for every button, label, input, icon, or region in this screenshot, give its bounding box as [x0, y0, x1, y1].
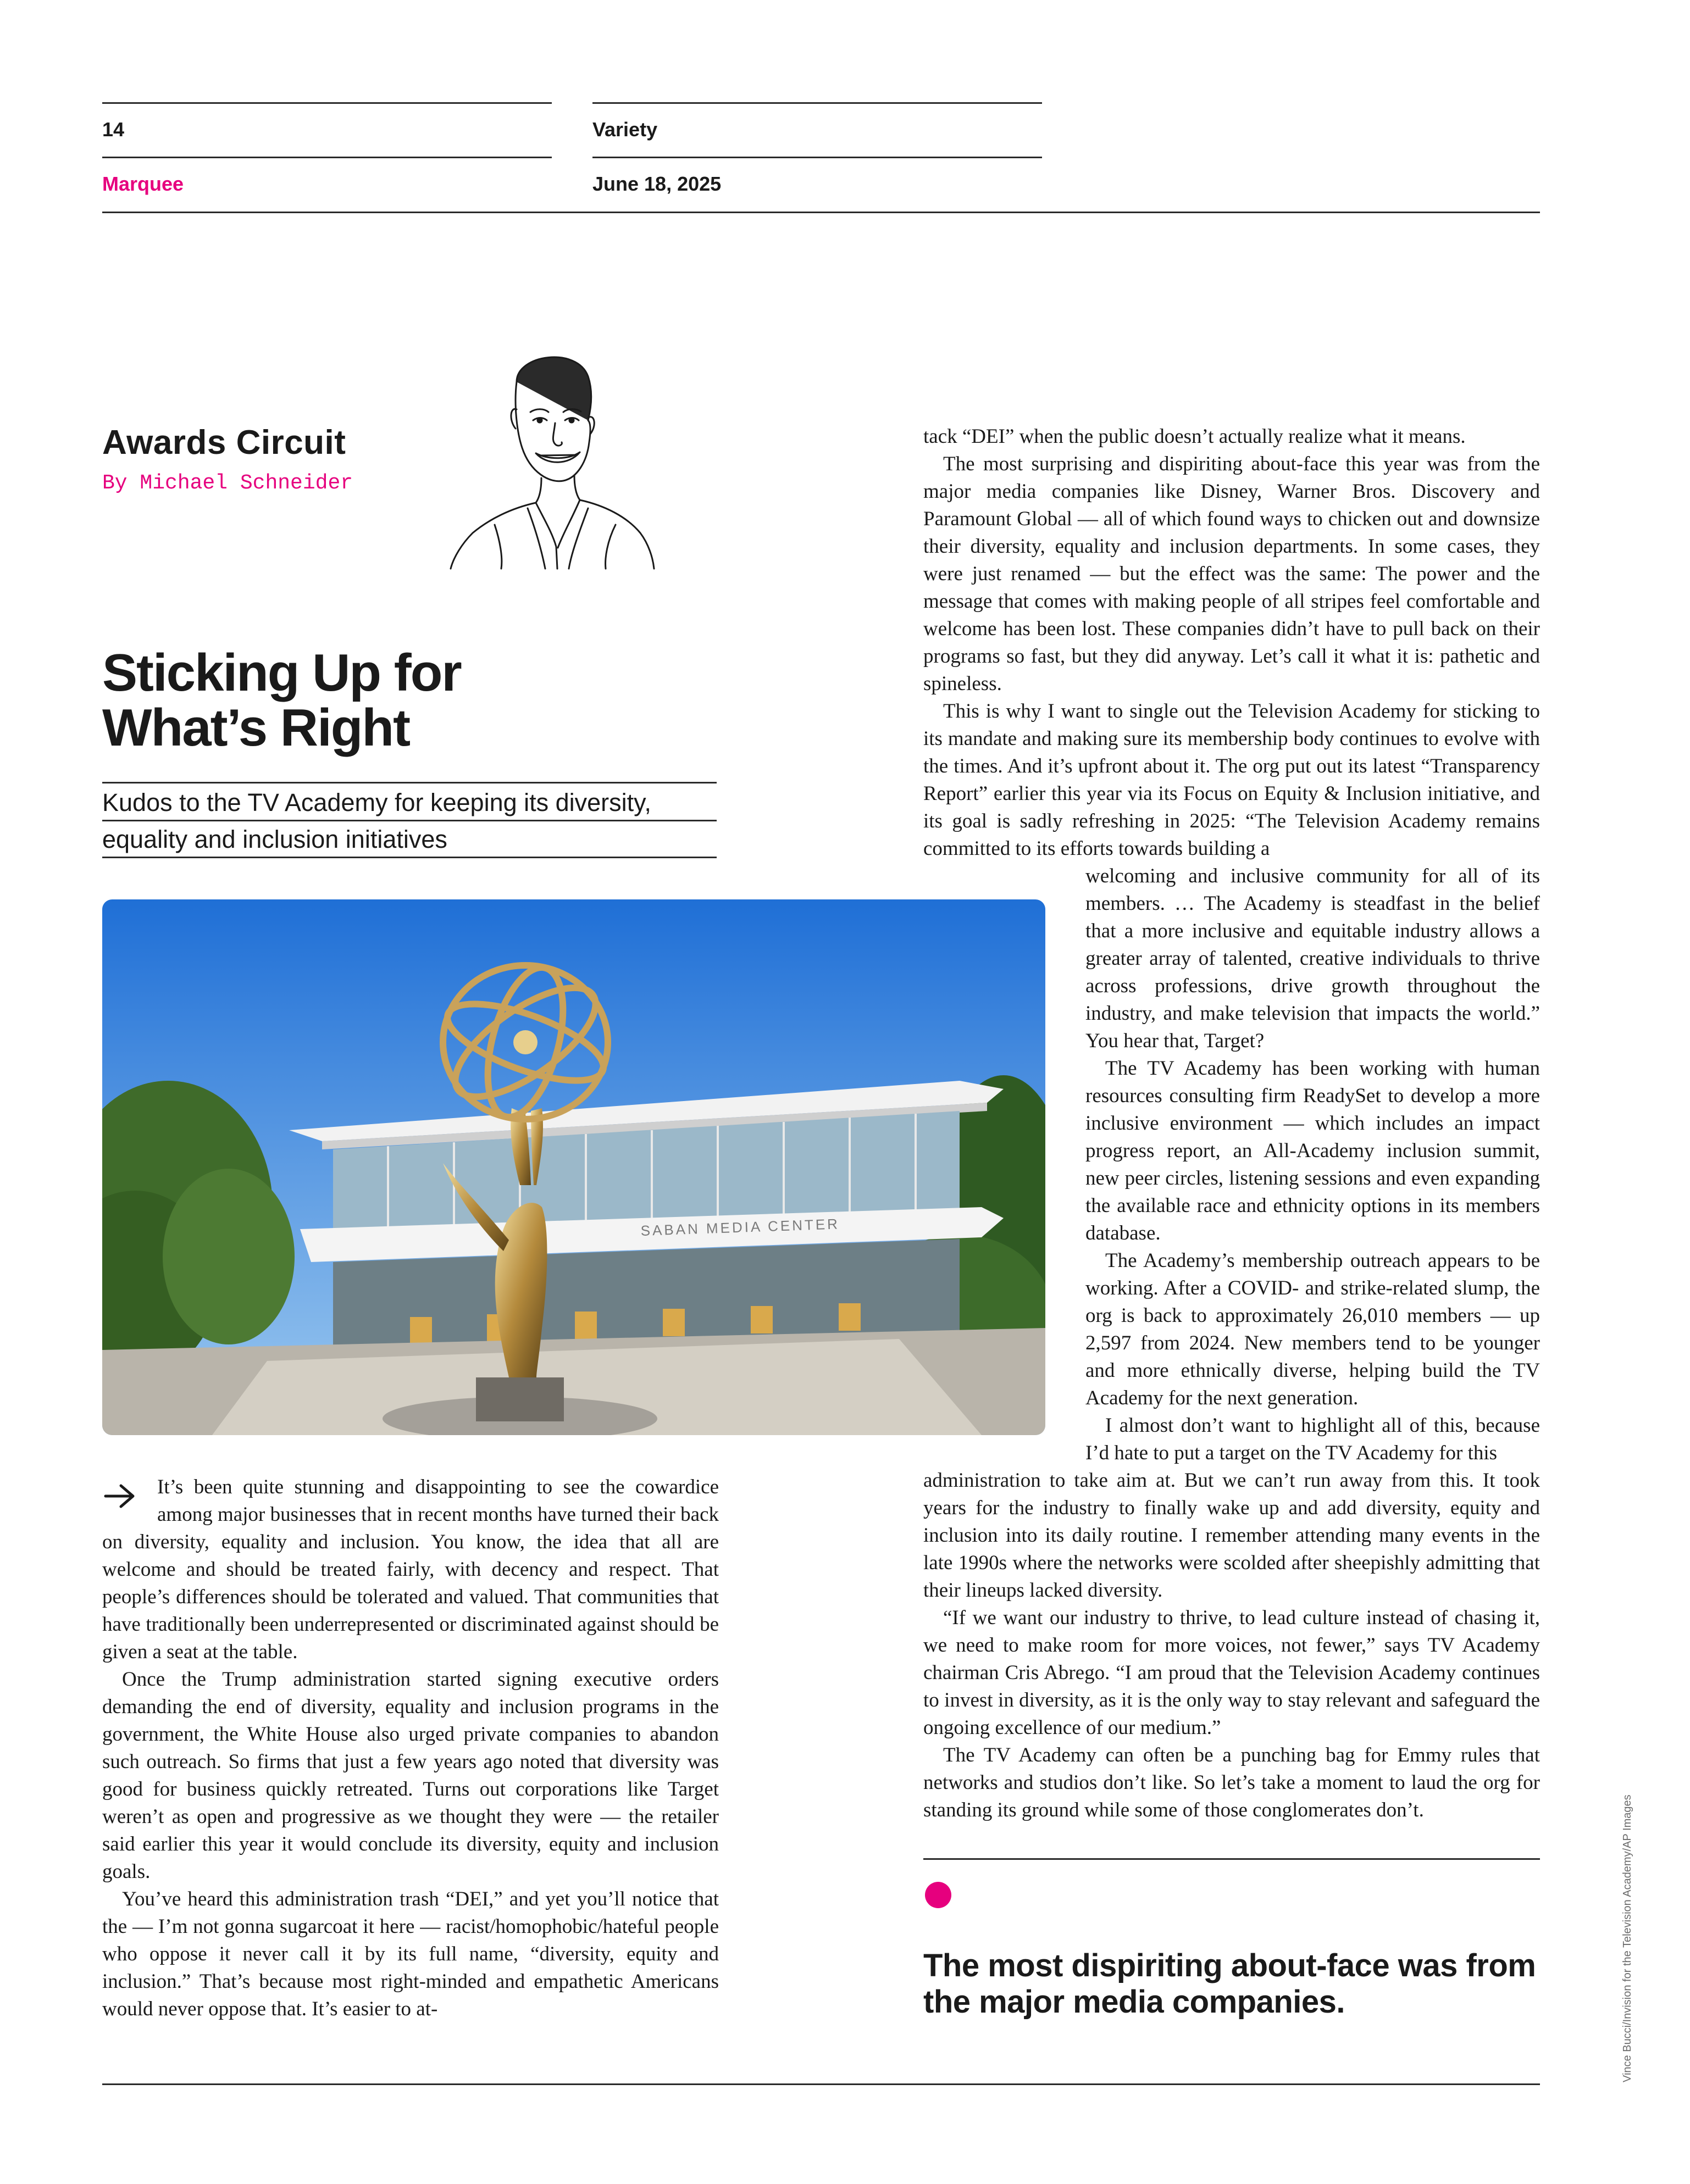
footer-rule — [102, 2083, 1540, 2085]
body-paragraph: This is why I want to single out the Television Academy for sticking to its mandate and making sure its membership body continues to evolve with the times. And it’s upfront about it. The org put out its latest “Transparency Report” earlier this year via its Focus on Equity & Inclusion initiative, and its goal is sadly refreshing in 2025: “The Television Academy remains committed to its efforts towards building a — [923, 700, 1540, 860]
body-paragraph: Once the Trump administration started signing executive orders demanding the end of diversity, equality and inclusion programs in the government, the White House also urged private companies to abandon such outreach. So firms that just a few years ago noted that diversity was good for business quickly retreated. Turns out corporations like Target weren’t as open and progressive as we thought they were — the retailer said earlier this year it would conclude its diversity, equity and inclusion goals. — [102, 1668, 719, 1883]
deck — [102, 785, 717, 858]
column-label: Awards Circuit — [102, 424, 346, 462]
header-rule-top-left — [102, 102, 552, 104]
body-paragraph: The most surprising and dispiriting about-face this year was from the major media companies like Disney, Warner Bros. Discovery and Paramount Global — all of which found ways to chicken out and downsize their diversity, equality and inclusion departments. In some cases, they were just renamed — but the effect was the same: The power and the message that comes with making people of all stripes feel comfortable and welcome has been lost. These companies didn’t have to pull back on their programs so fast, but they did anyway. Let’s call it what it is: pathetic and spineless. — [923, 453, 1540, 695]
deck-rule-top — [102, 782, 717, 783]
pull-quote-dot-icon — [925, 1882, 951, 1908]
header-rule-mid-right — [592, 157, 1042, 158]
body-paragraph: “If we want our industry to thrive, to lead culture instead of chasing it, we need to make room for more voices, not fewer,” says TV Academy chairman Cris Abrego. “I am proud that the Television Academy continues to invest in diversity, as it is the only way to stay relevant and safeguard the ongoing excellence of our medium.” — [923, 1607, 1540, 1739]
body-column-right-top — [923, 423, 1540, 863]
building-sign-text: SABAN MEDIA CENTER — [640, 1215, 840, 1239]
section-label: Marquee — [102, 173, 184, 195]
publication-name: Variety — [592, 118, 658, 141]
body-paragraph — [102, 1474, 719, 1666]
arrow-spacer — [102, 1474, 157, 1525]
body-paragraph: You’ve heard this administration trash “DEI,” and yet you’ll notice that the — I’m not gonna sugarcoat it here — racist/homophobic/hateful people who oppose it never call it by its full name, “diversity, equity and inclusion.” That’s because most right-minded and empathetic Americans would never oppose that. It’s easier to at- — [102, 1888, 719, 2020]
byline: By Michael Schneider — [102, 471, 353, 495]
header-rule-mid-left — [102, 157, 552, 158]
hero-photo-illustration — [102, 899, 1045, 1435]
author-portrait — [440, 343, 660, 574]
body-column-right-bottom — [923, 1467, 1540, 1824]
body-paragraph-text: It’s been quite stunning and disappointing to see the cowardice among major businesses that in recent months have turned their back on diversity, equality and inclusion. You know, the idea that all are welcome and should be treated fairly, with decency and respect. That people’s differences should be tolerated and valued. That communities that have traditionally been underrepresented or discriminated against should be given a seat at the table. — [102, 1476, 719, 1663]
photo-credit: Vince Bucci/Invision for the Television Academy/AP Images — [1621, 1794, 1633, 2082]
body-paragraph: administration to take aim at. But we can’t run away from this. It took years for the industry to finally wake up and add diversity, equity and inclusion into its daily routine. I remember attending many events in the late 1990s where the networks were scolded after sheepishly admitting that their lineups lacked diversity. — [923, 1469, 1540, 1602]
deck-line-2: equality and inclusion initiatives — [102, 821, 717, 858]
body-paragraph: I almost don’t want to highlight all of this, because I’d hate to put a target on the TV Academy for this — [1085, 1414, 1540, 1464]
headline — [102, 643, 707, 757]
header-rule-bottom — [102, 212, 1540, 213]
body-paragraph: The TV Academy can often be a punching bag for Emmy rules that networks and studios don’t like. So let’s take a moment to laud the org for standing its ground while some of those conglomerates don’t. — [923, 1744, 1540, 1821]
body-column-left — [102, 1474, 719, 2023]
body-paragraph: The TV Academy has been working with human resources consulting firm ReadySet to develop a more inclusive environment — which includes an impact progress report, an All-Academy inclusion summit, new peer circles, listening sessions and even expanding the available race and ethnicity options in its members database. — [1085, 1057, 1540, 1244]
deck-line-1: Kudos to the TV Academy for keeping its diversity, — [102, 785, 717, 821]
pull-quote: The most dispiriting about-face was from the major media companies. — [923, 1948, 1536, 2020]
pull-quote-rule — [923, 1858, 1540, 1860]
page-number: 14 — [102, 118, 125, 141]
body-paragraph: The Academy’s membership outreach appears to be working. After a COVID- and strike-related slump, the org is back to approximately 26,010 members — up 2,597 from 2024. New members tend to be younger and more ethnically diverse, helping build the TV Academy for the next generation. — [1085, 1249, 1540, 1409]
headline-line-2: What’s Right — [102, 698, 410, 757]
body-column-right-narrow — [1085, 863, 1540, 1467]
headline-line-1: Sticking Up for — [102, 643, 461, 702]
body-paragraph: welcoming and inclusive community for all of its members. … The Academy is steadfast in the belief that a more inclusive and equitable industry allows a greater array of talented, creative individuals to thrive across professions, drive growth throughout the industry, and make television that impacts the world.” You hear that, Target? — [1085, 865, 1540, 1052]
issue-date: June 18, 2025 — [592, 173, 722, 195]
header-rule-top-right — [592, 102, 1042, 104]
body-paragraph: tack “DEI” when the public doesn’t actually realize what it means. — [923, 425, 1466, 448]
hero-photo — [102, 899, 1045, 1435]
